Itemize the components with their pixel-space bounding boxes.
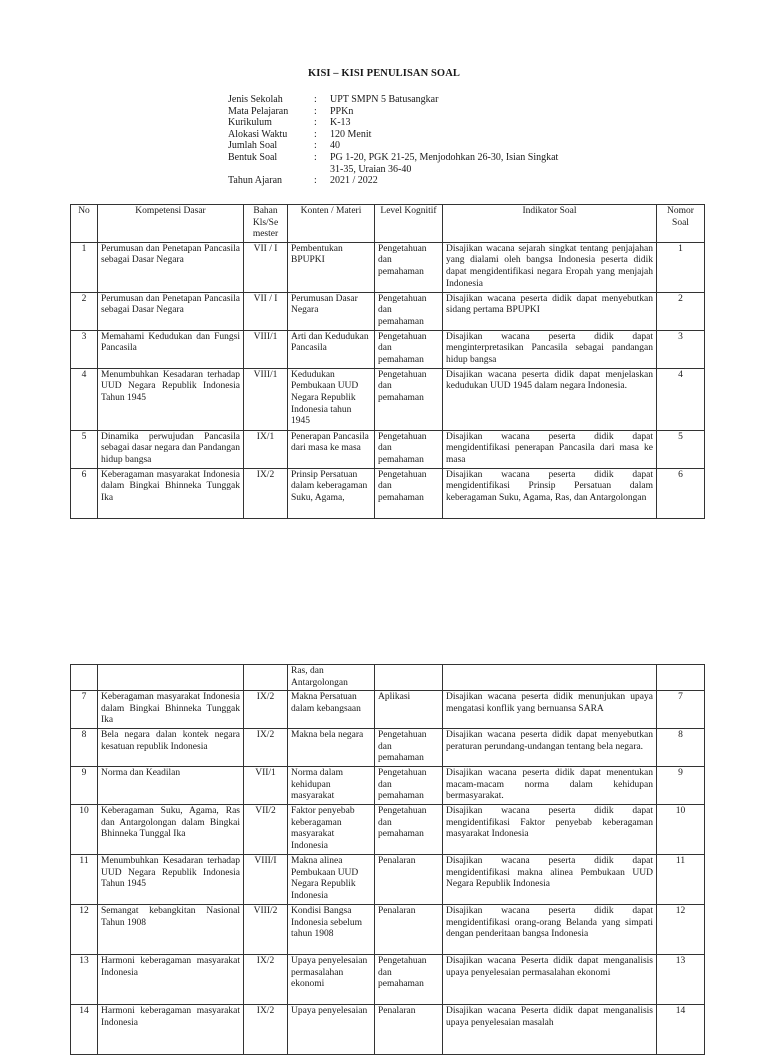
kisi-table-part-1	[70, 204, 705, 519]
cell-bahan-kelas: VII/1	[244, 767, 288, 805]
cell-kompetensi-dasar: Norma dan Keadilan	[98, 767, 244, 805]
cell-konten-materi: Norma dalam kehidupan masyarakat	[288, 767, 375, 805]
cell-nomor-soal	[657, 665, 705, 691]
cell-level-kognitif: Penalaran	[375, 905, 443, 955]
header-no: No	[71, 205, 98, 243]
cell-bahan-kelas: IX/2	[244, 468, 288, 518]
cell-konten-materi: Makna alinea Pembukaan UUD Negara Republik Indonesia	[288, 855, 375, 905]
cell-kompetensi-dasar: Memahami Kedudukan dan Fungsi Pancasila	[98, 330, 244, 368]
info-value: 2021 / 2022	[330, 175, 378, 187]
info-value: K-13	[330, 117, 351, 129]
cell-level-kognitif: Pengetahuan dan pemahaman	[375, 468, 443, 518]
cell-level-kognitif: Pengetahuan dan pemahaman	[375, 729, 443, 767]
info-colon: :	[314, 128, 317, 140]
document-title: KISI – KISI PENULISAN SOAL	[308, 68, 460, 79]
table-row	[71, 430, 705, 468]
cell-indikator-soal: Disajikan wacana Peserta didik dapat menganalisis upaya penyelesaian permasalahan ekonomi	[443, 955, 657, 1005]
info-row-kurikulum	[228, 117, 560, 129]
cell-indikator-soal: Disajikan wacana peserta didik dapat mengidentifikasi Faktor penyebab keberagaman masyarakat Indonesia	[443, 805, 657, 855]
cell-konten-materi: Faktor penyebab keberagaman masyarakat Indonesia	[288, 805, 375, 855]
cell-konten-materi: Pembentukan BPUPKI	[288, 242, 375, 292]
table-row	[71, 665, 705, 691]
info-value: UPT SMPN 5 Batusangkar	[330, 94, 439, 105]
cell-no: 10	[71, 805, 98, 855]
cell-indikator-soal: Disajikan wacana peserta didik dapat mengidentifikasi Prinsip Persatuan dalam keberagaman Suku, Agama, Ras, dan Antargolongan	[443, 468, 657, 518]
cell-nomor-soal: 10	[657, 805, 705, 855]
cell-konten-materi: Upaya penyelesaian	[288, 1005, 375, 1055]
cell-no: 7	[71, 691, 98, 729]
cell-nomor-soal: 8	[657, 729, 705, 767]
info-colon: :	[314, 94, 317, 105]
cell-no: 1	[71, 242, 98, 292]
info-label: Jenis Sekolah	[228, 94, 283, 105]
cell-kompetensi-dasar: Menumbuhkan Kesadaran terhadap UUD Negara Republik Indonesia Tahun 1945	[98, 368, 244, 430]
cell-indikator-soal: Disajikan wacana peserta didik dapat mengidentifikasi orang-orang Belanda yang simpati dengan penderitaan bangsa Indonesia	[443, 905, 657, 955]
table-row	[71, 330, 705, 368]
info-label: Alokasi Waktu	[228, 128, 288, 140]
cell-bahan-kelas: VIII/2	[244, 905, 288, 955]
info-value: 40	[330, 140, 340, 152]
cell-konten-materi: Upaya penyelesaian permasalahan ekonomi	[288, 955, 375, 1005]
cell-konten-materi: Makna Persatuan dalam kebangsaan	[288, 691, 375, 729]
info-value: PPKn	[330, 105, 354, 117]
cell-nomor-soal: 11	[657, 855, 705, 905]
info-row-jumlah-soal	[228, 140, 560, 152]
cell-konten-materi: Kedudukan Pembukaan UUD Negara Republik Indonesia tahun 1945	[288, 368, 375, 430]
cell-bahan-kelas: VIII/I	[244, 855, 288, 905]
cell-no: 14	[71, 1005, 98, 1055]
cell-kompetensi-dasar: Keberagaman Suku, Agama, Ras dan Antargolongan dalam Bingkai Bhinneka Tunggal Ika	[98, 805, 244, 855]
cell-nomor-soal: 6	[657, 468, 705, 518]
cell-nomor-soal: 1	[657, 242, 705, 292]
cell-no: 13	[71, 955, 98, 1005]
cell-nomor-soal: 12	[657, 905, 705, 955]
header-bahan-kelas: Bahan Kls/Se mester	[244, 205, 288, 243]
info-colon: :	[314, 175, 317, 187]
cell-bahan-kelas: IX/2	[244, 691, 288, 729]
cell-indikator-soal: Disajikan wacana peserta didik dapat menginterpretasikan Pancasila sebagai pandangan hidup bangsa	[443, 330, 657, 368]
cell-konten-materi: Ras, dan Antargolongan	[288, 665, 375, 691]
table-row	[71, 468, 705, 518]
cell-no: 11	[71, 855, 98, 905]
cell-indikator-soal: Disajikan wacana sejarah singkat tentang penjajahan yang dialami oleh bangsa Indonesia peserta didik dapat mengidentifikasi negara Eropah yang menjajah Indonesia	[443, 242, 657, 292]
cell-nomor-soal: 5	[657, 430, 705, 468]
cell-kompetensi-dasar: Perumusan dan Penetapan Pancasila sebagai Dasar Negara	[98, 292, 244, 330]
cell-kompetensi-dasar: Menumbuhkan Kesadaran terhadap UUD Negara Republik Indonesia Tahun 1945	[98, 855, 244, 905]
cell-konten-materi: Kondisi Bangsa Indonesia sebelum tahun 1908	[288, 905, 375, 955]
cell-konten-materi: Makna bela negara	[288, 729, 375, 767]
cell-kompetensi-dasar	[98, 665, 244, 691]
info-label: Bentuk Soal	[228, 151, 278, 163]
cell-nomor-soal: 9	[657, 767, 705, 805]
table-row	[71, 368, 705, 430]
info-colon: :	[314, 140, 317, 152]
header-nomor-soal: Nomor Soal	[657, 205, 705, 243]
cell-level-kognitif: Pengetahuan dan pemahaman	[375, 292, 443, 330]
cell-level-kognitif: Pengetahuan dan pemahaman	[375, 805, 443, 855]
cell-konten-materi: Perumusan Dasar Negara	[288, 292, 375, 330]
info-row-alokasi-waktu	[228, 129, 560, 141]
table-row	[71, 955, 705, 1005]
cell-nomor-soal: 13	[657, 955, 705, 1005]
cell-level-kognitif: Pengetahuan dan pemahaman	[375, 242, 443, 292]
info-colon: :	[314, 151, 317, 163]
cell-kompetensi-dasar: Keberagaman masyarakat Indonesia dalam Bingkai Bhinneka Tunggak Ika	[98, 691, 244, 729]
cell-indikator-soal	[443, 665, 657, 691]
cell-no: 9	[71, 767, 98, 805]
cell-bahan-kelas	[244, 665, 288, 691]
info-label: Kurikulum	[228, 117, 272, 129]
cell-bahan-kelas: IX/1	[244, 430, 288, 468]
cell-level-kognitif: Pengetahuan dan pemahaman	[375, 767, 443, 805]
table-row	[71, 691, 705, 729]
cell-level-kognitif: Pengetahuan dan pemahaman	[375, 330, 443, 368]
cell-konten-materi: Penerapan Pancasila dari masa ke masa	[288, 430, 375, 468]
cell-level-kognitif: Pengetahuan dan pemahaman	[375, 955, 443, 1005]
cell-no: 12	[71, 905, 98, 955]
cell-level-kognitif: Pengetahuan dan pemahaman	[375, 368, 443, 430]
cell-level-kognitif: Penalaran	[375, 855, 443, 905]
cell-bahan-kelas: VIII/1	[244, 330, 288, 368]
cell-indikator-soal: Disajikan wacana peserta didik dapat mengidentifikasi penerapan Pancasila dari masa ke masa	[443, 430, 657, 468]
cell-kompetensi-dasar: Dinamika perwujudan Pancasila sebagai dasar negara dan Pandangan hidup bangsa	[98, 430, 244, 468]
cell-nomor-soal: 7	[657, 691, 705, 729]
cell-no: 2	[71, 292, 98, 330]
info-row-tahun-ajaran	[228, 175, 560, 187]
cell-bahan-kelas: VII / I	[244, 242, 288, 292]
cell-no: 4	[71, 368, 98, 430]
cell-no	[71, 665, 98, 691]
cell-konten-materi: Arti dan Kedudukan Pancasila	[288, 330, 375, 368]
table-row	[71, 805, 705, 855]
table-row	[71, 855, 705, 905]
cell-level-kognitif	[375, 665, 443, 691]
table-row	[71, 767, 705, 805]
cell-bahan-kelas: VIII/1	[244, 368, 288, 430]
cell-no: 6	[71, 468, 98, 518]
header-level-kognitif: Level Kognitif	[375, 205, 443, 243]
header-indikator-soal: Indikator Soal	[443, 205, 657, 243]
header-konten-materi: Konten / Materi	[288, 205, 375, 243]
cell-bahan-kelas: IX/2	[244, 955, 288, 1005]
info-value: PG 1-20, PGK 21-25, Menjodohkan 26-30, Isian Singkat 31-35, Uraian 36-40	[330, 151, 559, 175]
cell-level-kognitif: Aplikasi	[375, 691, 443, 729]
cell-nomor-soal: 2	[657, 292, 705, 330]
cell-indikator-soal: Disajikan wacana peserta didik dapat menyebutkan peraturan perundang-undangan tentang bela negara.	[443, 729, 657, 767]
cell-nomor-soal: 3	[657, 330, 705, 368]
table-row	[71, 292, 705, 330]
cell-bahan-kelas: IX/2	[244, 729, 288, 767]
cell-bahan-kelas: VII / I	[244, 292, 288, 330]
cell-nomor-soal: 4	[657, 368, 705, 430]
info-label: Tahun Ajaran	[228, 175, 283, 187]
cell-indikator-soal: Disajikan wacana peserta didik dapat menjelaskan kedudukan UUD 1945 dalam negara Indonesia.	[443, 368, 657, 430]
cell-indikator-soal: Disajikan wacana peserta didik dapat menentukan macam-macam norma dalam kehidupan bermasyarakat.	[443, 767, 657, 805]
document-info	[228, 94, 560, 187]
info-label: Jumlah Soal	[228, 140, 278, 152]
table-row	[71, 729, 705, 767]
cell-indikator-soal: Disajikan wacana peserta didik dapat mengidentifikasi makna alinea Pembukaan UUD Negara Republik Indonesia	[443, 855, 657, 905]
info-value: 120 Menit	[330, 128, 372, 140]
cell-no: 3	[71, 330, 98, 368]
table-row	[71, 1005, 705, 1055]
table-header-row	[71, 205, 705, 243]
info-row-bentuk-soal	[228, 152, 560, 175]
kisi-table-part-2	[70, 664, 705, 1055]
cell-kompetensi-dasar: Semangat kebangkitan Nasional Tahun 1908	[98, 905, 244, 955]
cell-kompetensi-dasar: Keberagaman masyarakat Indonesia dalam Bingkai Bhinneka Tunggak Ika	[98, 468, 244, 518]
info-colon: :	[314, 117, 317, 129]
cell-indikator-soal: Disajikan wacana peserta didik dapat menyebutkan sidang pertama BPUPKI	[443, 292, 657, 330]
info-row-mata-pelajaran	[228, 106, 560, 118]
table-row	[71, 905, 705, 955]
cell-kompetensi-dasar: Bela negara dalan kontek negara kesatuan republik Indonesia	[98, 729, 244, 767]
cell-kompetensi-dasar: Harmoni keberagaman masyarakat Indonesia	[98, 955, 244, 1005]
table-row	[71, 242, 705, 292]
cell-konten-materi: Prinsip Persatuan dalam keberagaman Suku, Agama,	[288, 468, 375, 518]
cell-indikator-soal: Disajikan wacana peserta didik menunjukan upaya mengatasi konflik yang bernuansa SARA	[443, 691, 657, 729]
info-colon: :	[314, 105, 317, 117]
info-label: Mata Pelajaran	[228, 105, 289, 117]
cell-kompetensi-dasar: Perumusan dan Penetapan Pancasila sebagai Dasar Negara	[98, 242, 244, 292]
cell-no: 5	[71, 430, 98, 468]
cell-level-kognitif: Pengetahuan dan pemahaman	[375, 430, 443, 468]
cell-indikator-soal: Disajikan wacana Peserta didik dapat menganalisis upaya penyelesaian masalah	[443, 1005, 657, 1055]
header-kompetensi-dasar: Kompetensi Dasar	[98, 205, 244, 243]
cell-no: 8	[71, 729, 98, 767]
info-row-jenis-sekolah	[228, 94, 560, 106]
cell-kompetensi-dasar: Harmoni keberagaman masyarakat Indonesia	[98, 1005, 244, 1055]
cell-level-kognitif: Penalaran	[375, 1005, 443, 1055]
cell-bahan-kelas: IX/2	[244, 1005, 288, 1055]
cell-bahan-kelas: VII/2	[244, 805, 288, 855]
cell-nomor-soal: 14	[657, 1005, 705, 1055]
